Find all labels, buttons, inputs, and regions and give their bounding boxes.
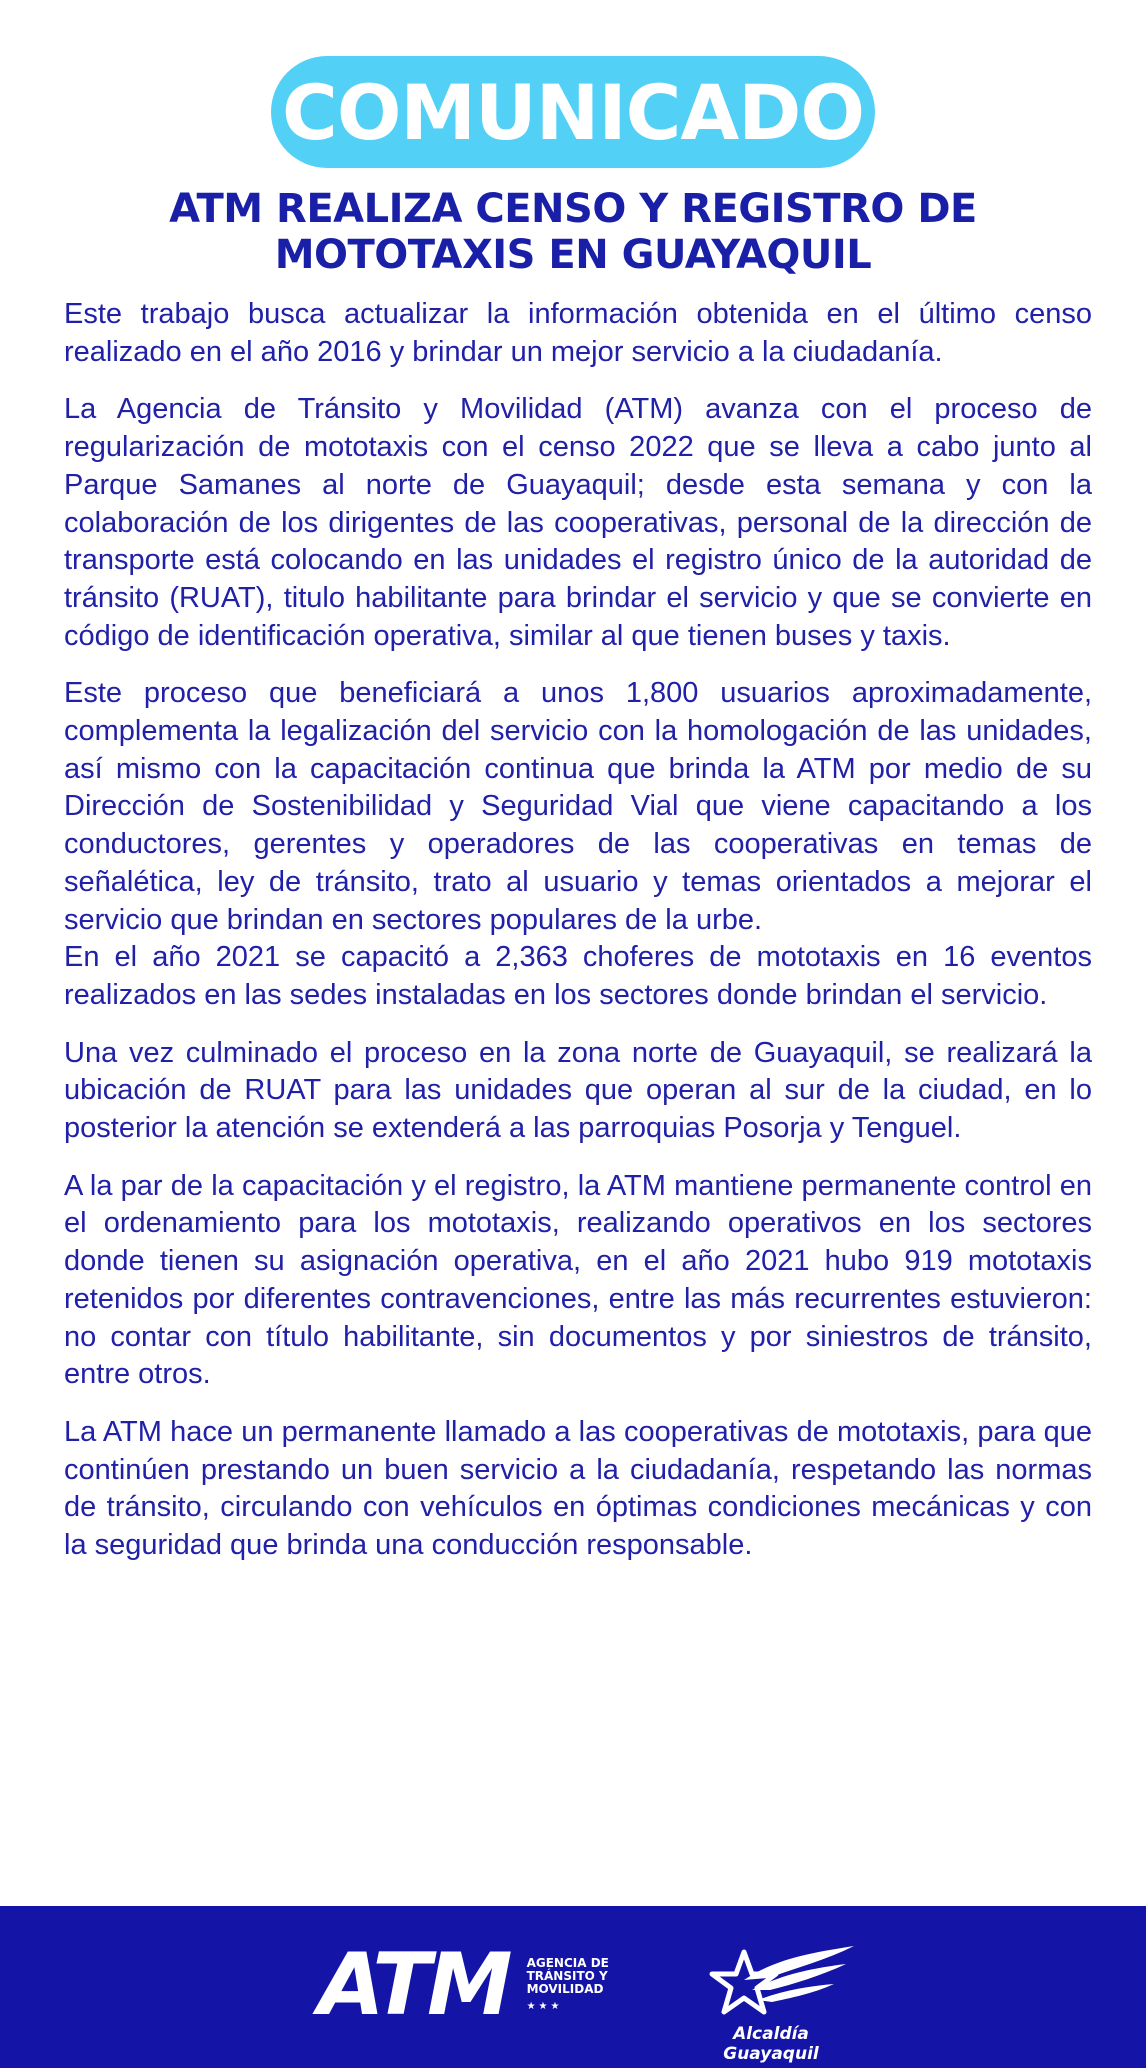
article-body <box>64 296 1092 1585</box>
paragraph-4: En el año 2021 se capacitó a 2,363 choferes de mototaxis en 16 eventos realizados en las sedes instaladas en los sectores donde brindan el servicio. <box>64 941 1092 1011</box>
atm-agency-name <box>527 1957 609 2013</box>
agency-line-2: TRÁNSITO Y <box>526 1969 608 1983</box>
agency-stars: ★★★ <box>526 2001 563 2012</box>
alcaldia-label: Alcaldía Guayaquil <box>723 2024 819 2064</box>
atm-logo-letters: ATM <box>318 1935 509 2035</box>
agency-line-1: AGENCIA DE <box>526 1956 609 1970</box>
paragraph-6: A la par de la capacitación y el registro, la ATM mantiene permanente control en el ordenamiento para los mototaxis, realizando operativos en los sectores donde tienen su asignación operativa, en el año 2021 hubo 919 mototaxis retenidos por diferentes contravenciones, entre las más recurrentes estuvieron: no contar con título habilitante, sin documentos y por siniestros de tránsito, entre otros. <box>64 1169 1092 1391</box>
badge-container <box>0 56 1146 168</box>
comunicado-badge: COMUNICADO <box>271 56 875 168</box>
headline-line-2: MOTOTAXIS EN GUAYAQUIL <box>274 232 872 278</box>
star-flag-icon <box>686 1938 856 2028</box>
agency-line-3: MOVILIDAD <box>526 1982 604 1996</box>
footer-bar <box>0 1906 1146 2068</box>
paragraph-5: Una vez culminado el proceso en la zona norte de Guayaquil, se realizará la ubicación de RUAT para las unidades que operan al sur de la ciudad, en lo posterior la atención se extenderá a las parroquias Posorja y Tenguel. <box>64 1036 1092 1145</box>
headline <box>60 186 1086 278</box>
alcaldia-logo <box>686 1938 856 2064</box>
paragraph-2: La Agencia de Tránsito y Movilidad (ATM) avanza con el proceso de regularización de mototaxis con el censo 2022 que se lleva a cabo junto al Parque Samanes al norte de Guayaquil; desde esta semana y con la colaboración de los dirigentes de las cooperativas, personal de la dirección de transporte está colocando en las unidades el registro único de la autoridad de tránsito (RUAT), titulo habilitante para brindar el servicio y que se convierte en código de identificación operativa, similar al que tienen buses y taxis. <box>64 393 1092 652</box>
paragraph-3: Este proceso que beneficiará a unos 1,800 usuarios aproximadamente, complementa la legalización del servicio con la homologación de las unidades, así mismo con la capacitación continua que brinda la ATM por medio de su Dirección de Sostenibilidad y Seguridad Vial que viene capacitando a los conductores, gerentes y operadores de las cooperativas en temas de señalética, ley de tránsito, trato al usuario y temas orientados a mejorar el servicio que brindan en sectores populares de la urbe. <box>64 677 1092 936</box>
paragraph-1: Este trabajo busca actualizar la información obtenida en el último censo realizado en el año 2016 y brindar un mejor servicio a la ciudadanía. <box>64 298 1092 368</box>
headline-line-1: ATM REALIZA CENSO Y REGISTRO DE <box>169 186 977 232</box>
atm-logo <box>318 1935 609 2035</box>
paragraph-7: La ATM hace un permanente llamado a las cooperativas de mototaxis, para que continúen prestando un buen servicio a la ciudadanía, respetando las normas de tránsito, circulando con vehículos en óptimas condiciones mecánicas y con la seguridad que brinda una conducción responsable. <box>64 1415 1092 1562</box>
